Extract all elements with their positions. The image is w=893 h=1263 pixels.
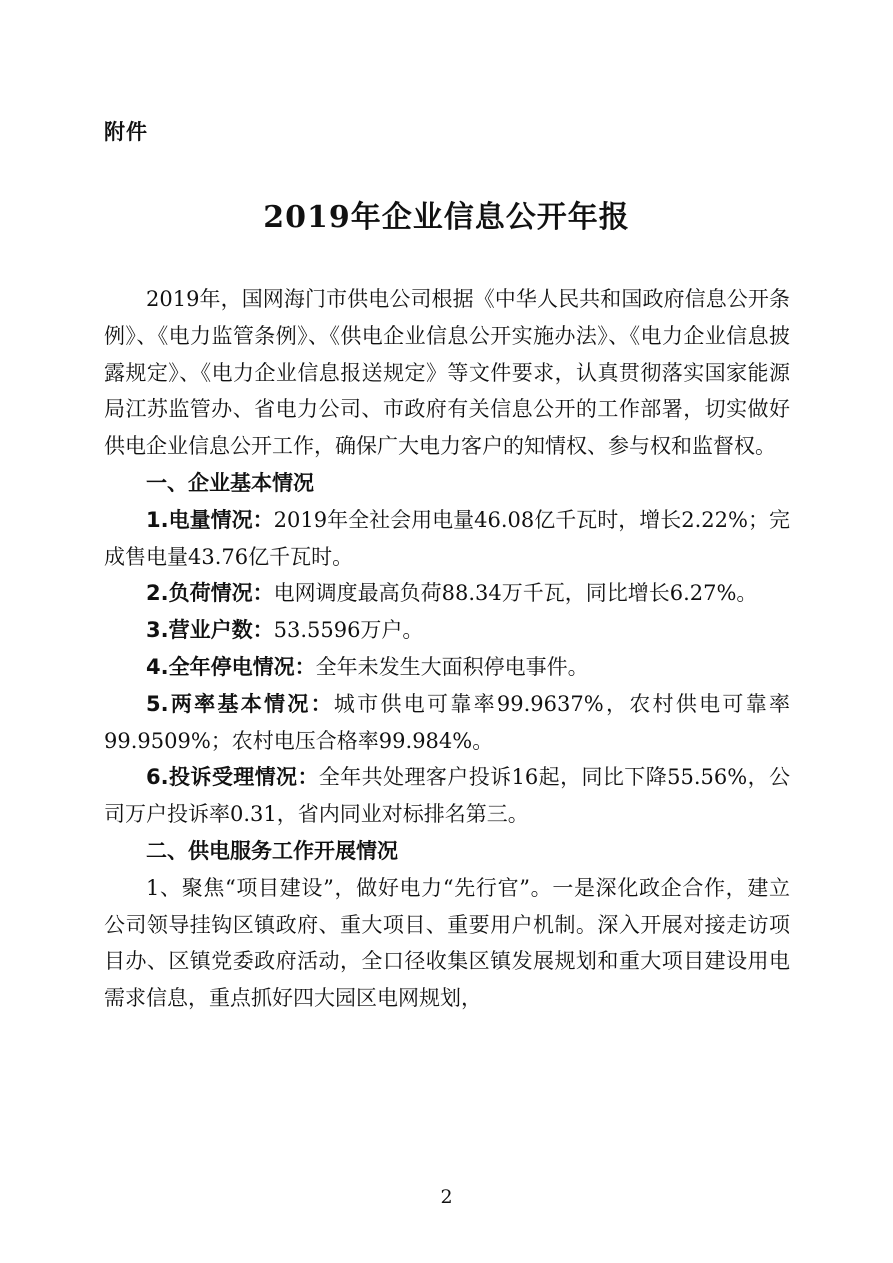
item-label: 5.两率基本情况： [146,691,334,716]
item-label: 3.营业户数： [146,618,274,643]
item-reliability [104,686,790,760]
service-paragraph: 1、聚焦“项目建设”，做好电力“先行官”。一是深化政企合作，建立公司领导挂钩区镇政府、重大项目、重要用户机制。深入开展对接走访项目办、区镇党委政府活动，全口径收集区镇发展规划和重大项目建设用电需求信息，重点抓好四大园区电网规划， [104,875,790,1011]
item-label: 4.全年停电情况： [146,654,316,679]
attachment-label: 附件 [104,120,148,144]
item-text: 城市供电可靠率99.9637%，农村供电可靠率99.9509%；农村电压合格率99.984%。 [104,691,790,753]
page-number: 2 [440,1186,453,1208]
section-heading-basic-info: 一、企业基本情况 [146,470,314,495]
section-heading-service: 二、供电服务工作开展情况 [146,838,398,863]
item-electricity [104,502,790,576]
item-outage [104,649,790,686]
item-text: 2019年全社会用电量46.08亿千瓦时，增长2.22%；完成售电量43.76亿千瓦时。 [104,507,790,569]
item-text: 全年共处理客户投诉16起，同比下降55.56%，公司万户投诉率0.31，省内同业对标排名第三。 [104,765,790,827]
item-complaints [104,759,790,833]
item-load [104,575,790,612]
item-text: 电网调度最高负荷88.34万千瓦，同比增长6.27%。 [273,581,758,606]
item-label: 6.投诉受理情况： [146,765,319,790]
item-label: 1.电量情况： [146,507,274,532]
item-label: 2.负荷情况： [146,581,274,606]
report-title: 2019年企业信息公开年报 [263,200,630,235]
item-customers [104,612,790,649]
item-text: 全年未发生大面积停电事件。 [315,654,589,679]
report-body [104,281,790,1017]
item-text: 53.5596万户。 [273,618,424,643]
intro-paragraph: 2019年，国网海门市供电公司根据《中华人民共和国政府信息公开条例》、《电力监管条例》、《供电企业信息公开实施办法》、《电力企业信息披露规定》、《电力企业信息报送规定》等文件要求，认真贯彻落实国家能源局江苏监管办、省电力公司、市政府有关信息公开的工作部署，切实做好供电企业信息公开工作，确保广大电力客户的知情权、参与权和监督权。 [104,287,790,459]
